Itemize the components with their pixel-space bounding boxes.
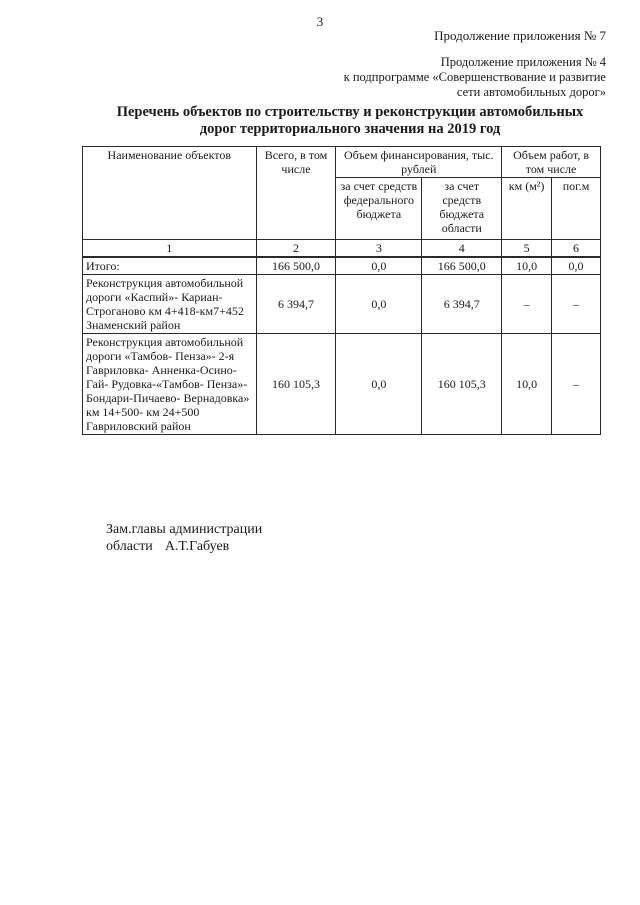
total-row	[83, 257, 601, 275]
signature-name: А.Т.Габуев	[164, 539, 230, 554]
appendix-4-line-3: сети автомобильных дорог»	[456, 85, 606, 99]
header-financing: Объем финансирования, тыс. рублей	[336, 147, 502, 178]
title-line-2: дорог территориального значения на 2019 год	[199, 121, 501, 137]
header-regional: за счет средств бюджета области	[422, 178, 502, 240]
column-number: 1	[83, 240, 257, 258]
title-line-1: Перечень объектов по строительству и реконструкции автомобильных	[116, 104, 584, 120]
total-pm: 0,0	[552, 257, 601, 275]
appendix-4-line-2: к подпрограмме «Совершенствование и развитие	[343, 70, 606, 84]
total-km: 10,0	[502, 257, 552, 275]
signature-position: Зам.главы администрации	[106, 522, 263, 537]
object-total: 6 394,7	[256, 275, 336, 334]
total-sum: 166 500,0	[256, 257, 336, 275]
appendix-7-header: Продолжение приложения № 7	[434, 28, 606, 43]
header-works: Объем работ, в том числе	[502, 147, 601, 178]
table-row	[83, 275, 601, 334]
header-federal: за счет средств федерального бюджета	[336, 178, 422, 240]
column-number: 6	[552, 240, 601, 258]
object-km: 10,0	[502, 334, 552, 435]
page-number: 3	[316, 14, 324, 29]
object-regional: 6 394,7	[422, 275, 502, 334]
object-name: Реконструкция автомобильной дороги «Тамбов- Пенза»- 2-я Гавриловка- Анненка-Осино- Гай- Рудовка-«Тамбов- Пенза»- Бондари-Пичаево- Вернадовка» км 14+500- км 24+500 Гавриловский район	[83, 334, 257, 435]
column-number: 2	[256, 240, 336, 258]
header-pm: пог.м	[552, 178, 601, 240]
object-name: Реконструкция автомобильной дороги «Каспий»- Кариан-Строганово км 4+418-км7+452 Знаменский район	[83, 275, 257, 334]
object-pm: –	[552, 275, 601, 334]
object-federal: 0,0	[336, 275, 422, 334]
document-title	[60, 104, 640, 138]
appendix-4-header	[344, 55, 606, 100]
appendix-4-line-1: Продолжение приложения № 4	[440, 55, 606, 69]
total-regional: 166 500,0	[422, 257, 502, 275]
header-name: Наименование объектов	[83, 147, 257, 240]
header-total: Всего, в том числе	[256, 147, 336, 240]
object-federal: 0,0	[336, 334, 422, 435]
object-km: –	[502, 275, 552, 334]
column-numbers-row	[83, 240, 601, 258]
column-number: 3	[336, 240, 422, 258]
total-label: Итого:	[83, 257, 257, 275]
object-pm: –	[552, 334, 601, 435]
signature-region: области	[106, 539, 153, 554]
total-federal: 0,0	[336, 257, 422, 275]
objects-table	[82, 146, 601, 435]
header-km: км (м²)	[502, 178, 552, 240]
column-number: 4	[422, 240, 502, 258]
signature-line-2	[106, 538, 262, 555]
object-total: 160 105,3	[256, 334, 336, 435]
signature-block	[106, 521, 262, 555]
object-regional: 160 105,3	[422, 334, 502, 435]
column-number: 5	[502, 240, 552, 258]
table-row	[83, 334, 601, 435]
